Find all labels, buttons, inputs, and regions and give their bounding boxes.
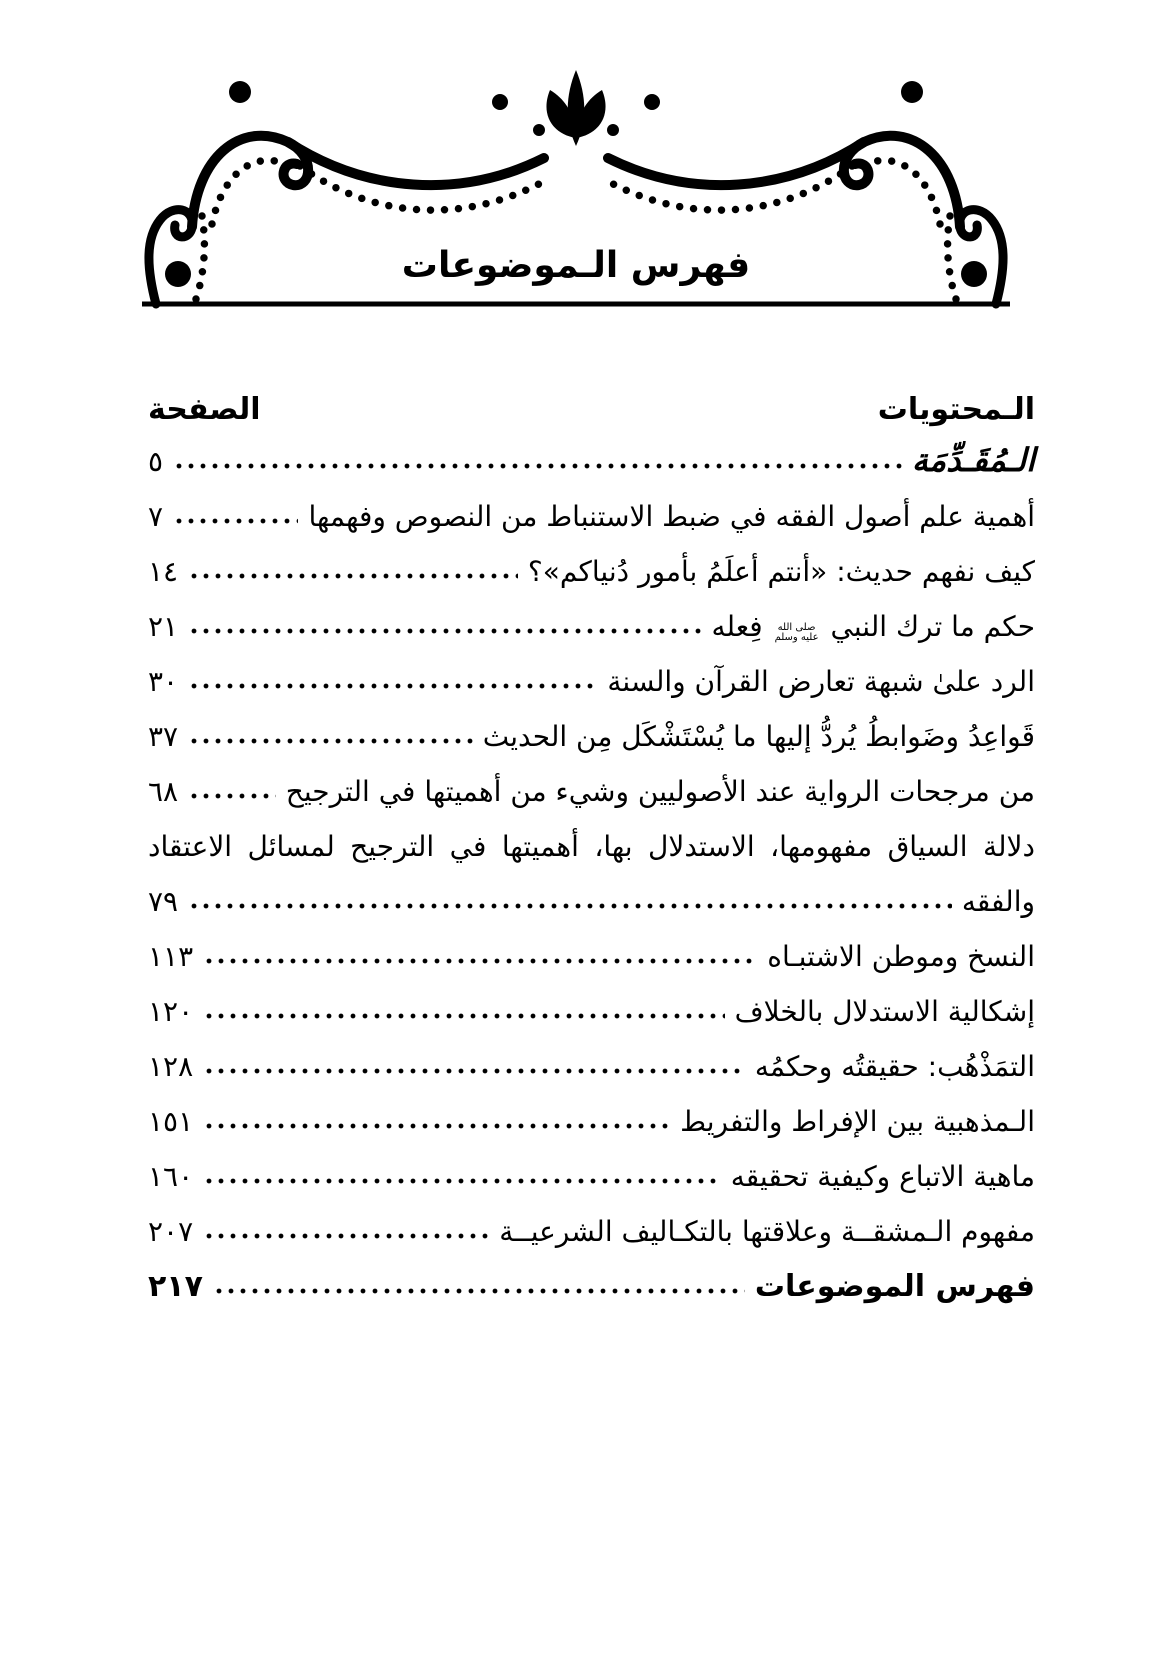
dotted-leader: [188, 901, 952, 911]
pbuh-ligature: صلى الله عليه وسلم: [774, 621, 819, 643]
toc-entry-title: الـمذهبية بين الإفراط والتفريط: [680, 1105, 1035, 1138]
toc-entry: [148, 442, 1035, 480]
toc-entry: [148, 663, 1035, 700]
toc-entry-title: النسخ وموطن الاشتبـاه: [767, 940, 1035, 973]
dotted-leader: [188, 626, 701, 636]
dotted-leader: [188, 736, 473, 746]
toc-entry: [148, 883, 1035, 920]
dotted-leader: [203, 956, 757, 966]
header-ornament: [140, 66, 1012, 310]
toc-entry: [148, 1213, 1035, 1250]
toc-entry-title: فهرس الموضوعات: [754, 1269, 1035, 1304]
toc-entry-page: ٣٠: [148, 665, 179, 698]
contents-column-header: الـمحتويات: [877, 392, 1035, 427]
toc-entry-title: دلالة السياق مفهومها، الاستدلال بها، أهميتها في الترجيح لمسائل الاعتقاد: [148, 830, 1035, 863]
toc-entry: [148, 608, 1035, 645]
toc-entry-title: قَواعِدُ وضَوابطُ يُردُّ إليها ما يُسْتَشْكَل مِن الحديث: [482, 720, 1035, 753]
toc-entry: [148, 993, 1035, 1030]
toc-entry-title: إشكالية الاستدلال بالخلاف: [734, 995, 1035, 1028]
toc-entry-title: التمَذْهُب: حقيقتُه وحكمُه: [754, 1050, 1035, 1083]
toc-entry: [148, 828, 1035, 865]
toc-entry: [148, 1103, 1035, 1140]
dotted-leader: [213, 1286, 745, 1296]
toc-entry-page: ٢١: [148, 610, 179, 643]
toc-entry: [148, 1268, 1035, 1305]
dotted-leader: [203, 1231, 489, 1241]
dotted-leader: [203, 1066, 745, 1076]
dotted-leader: [188, 791, 276, 801]
toc-entry-page: ٥: [148, 445, 164, 478]
page-title: فهرس الـموضوعات: [401, 245, 751, 286]
toc-entry-title: مفهوم الـمشقــة وعلاقتها بالتكـاليف الشرعيــة: [499, 1215, 1035, 1248]
toc-entry-page: ١٥١: [148, 1105, 194, 1138]
toc-entry-page: ١٢٨: [148, 1050, 194, 1083]
toc-entry-page: ٢١٧: [148, 1269, 203, 1304]
toc-entry-page: ٧٩: [148, 885, 179, 918]
dotted-leader: [188, 681, 597, 691]
toc-entry: [148, 1158, 1035, 1195]
floral-motif: [533, 70, 619, 146]
toc-entry: [148, 718, 1035, 755]
toc-entry-page: ١٦٠: [148, 1160, 194, 1193]
toc-entry: [148, 938, 1035, 975]
toc-entry-title: الرد علىٰ شبهة تعارض القرآن والسنة: [607, 665, 1035, 698]
toc-entry: [148, 498, 1035, 535]
dotted-leader: [173, 461, 902, 471]
toc-entry-title: أهمية علم أصول الفقه في ضبط الاستنباط من النصوص وفهمها: [308, 500, 1035, 533]
toc-rows: [148, 442, 1035, 1305]
toc-entry-title: من مرجحات الرواية عند الأصوليين وشيء من أهميتها في الترجيح: [285, 775, 1035, 808]
toc-entry-page: ١٢٠: [148, 995, 194, 1028]
toc-entry-page: ٦٨: [148, 775, 179, 808]
toc-entry-page: ٢٠٧: [148, 1215, 194, 1248]
toc-entry-page: ٧: [148, 500, 164, 533]
table-of-contents: [148, 390, 1035, 1323]
toc-entry: [148, 773, 1035, 810]
toc-entry-title: حكم ما ترك النبي صلى الله عليه وسلم فِعله: [711, 610, 1035, 643]
toc-entry-title: ماهية الاتباع وكيفية تحقيقه: [730, 1160, 1035, 1193]
toc-header-row: [148, 390, 1035, 430]
dotted-leader: [173, 516, 298, 526]
page-column-header: الصفحة: [148, 392, 261, 427]
toc-entry: [148, 1048, 1035, 1085]
toc-entry-page: ١١٣: [148, 940, 194, 973]
dotted-leader: [203, 1121, 670, 1131]
dotted-leader: [188, 571, 518, 581]
toc-entry-page: ٣٧: [148, 720, 179, 753]
toc-entry-title: والفقه: [961, 885, 1035, 918]
toc-entry-title: كيف نفهم حديث: «أنتم أعلَمُ بأمور دُنياكم»؟: [527, 555, 1035, 588]
toc-entry: [148, 553, 1035, 590]
toc-entry-page: ١٤: [148, 555, 179, 588]
dotted-leader: [203, 1176, 721, 1186]
toc-entry-title: الـمُقَـدِّمَة: [911, 441, 1035, 479]
dotted-leader: [203, 1011, 725, 1021]
